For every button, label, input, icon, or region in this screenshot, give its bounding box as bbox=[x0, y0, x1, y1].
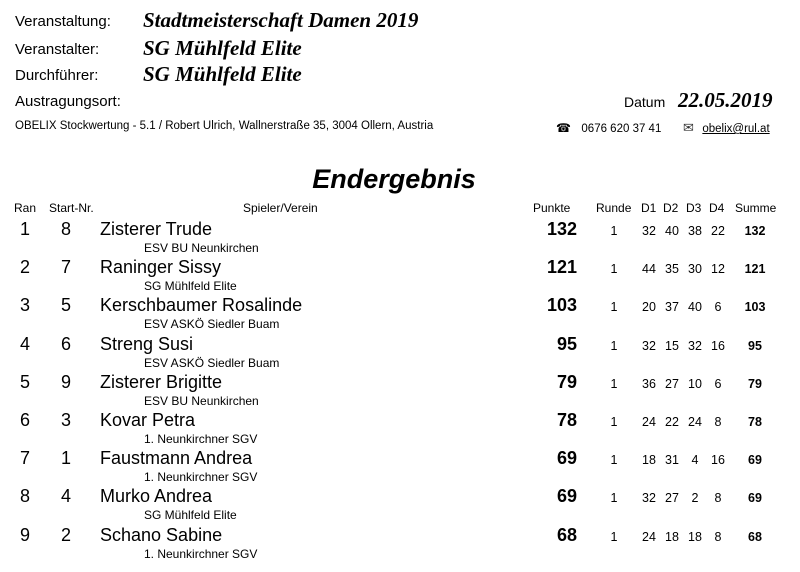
row-player-name: Faustmann Andrea bbox=[100, 448, 253, 469]
col-player: Spieler/Verein bbox=[243, 201, 318, 215]
row-player-name: Zisterer Trude bbox=[100, 219, 213, 239]
row-sum: 132 bbox=[744, 224, 766, 238]
row-d4: 22 bbox=[711, 224, 725, 238]
row-d4: 6 bbox=[714, 376, 722, 391]
row-club: SG Mühlfeld Elite bbox=[144, 508, 237, 523]
row-d1: 18 bbox=[642, 453, 656, 468]
row-d3: 18 bbox=[688, 529, 702, 544]
col-d4: D4 bbox=[709, 201, 725, 215]
date-value: 22.05.2019 bbox=[678, 88, 773, 112]
row-d3: 30 bbox=[688, 262, 702, 277]
row-start-no: 1 bbox=[60, 448, 71, 469]
row-d2: 37 bbox=[665, 300, 679, 315]
row-rank: 6 bbox=[19, 410, 30, 430]
row-points: 69 bbox=[556, 486, 577, 507]
col-start-no: Start-Nr. bbox=[49, 201, 94, 215]
row-player-name: Kovar Petra bbox=[100, 410, 196, 430]
row-round: 1 bbox=[610, 338, 618, 353]
row-start-no: 3 bbox=[60, 410, 71, 430]
row-d4: 16 bbox=[711, 453, 725, 468]
row-d4: 12 bbox=[711, 262, 725, 277]
row-start-no: 2 bbox=[60, 524, 71, 545]
row-round: 1 bbox=[610, 529, 618, 544]
row-round: 1 bbox=[610, 224, 618, 238]
row-d2: 27 bbox=[665, 376, 679, 391]
row-d1: 32 bbox=[642, 224, 656, 238]
row-club: ESV BU Neunkirchen bbox=[144, 393, 259, 408]
row-round: 1 bbox=[610, 376, 618, 391]
row-rank: 7 bbox=[19, 448, 30, 469]
row-club: 1. Neunkirchner SGV bbox=[144, 432, 258, 446]
row-sum: 69 bbox=[748, 453, 762, 468]
row-d1: 36 bbox=[642, 376, 656, 391]
row-club: 1. Neunkirchner SGV bbox=[144, 470, 258, 485]
row-rank: 3 bbox=[19, 295, 30, 316]
row-d1: 44 bbox=[642, 262, 656, 277]
row-rank: 9 bbox=[19, 524, 30, 545]
row-d3: 40 bbox=[688, 300, 702, 315]
row-d4: 6 bbox=[714, 300, 722, 315]
row-sum: 121 bbox=[744, 262, 766, 277]
row-points: 69 bbox=[556, 448, 577, 469]
event-label: Veranstaltung: bbox=[15, 13, 111, 30]
row-d2: 31 bbox=[665, 453, 679, 468]
row-sum: 95 bbox=[748, 338, 762, 353]
row-d2: 40 bbox=[665, 224, 679, 238]
row-rank: 8 bbox=[19, 486, 30, 507]
row-club: SG Mühlfeld Elite bbox=[144, 279, 237, 294]
row-player-name: Streng Susi bbox=[100, 333, 194, 354]
row-player-name: Schano Sabine bbox=[100, 524, 223, 545]
row-start-no: 6 bbox=[60, 333, 71, 354]
row-sum: 79 bbox=[748, 376, 762, 391]
phone-icon: ☎ bbox=[556, 121, 571, 135]
row-rank: 2 bbox=[19, 257, 30, 278]
executor-value: SG Mühlfeld Elite bbox=[143, 62, 302, 86]
row-d2: 35 bbox=[665, 262, 679, 277]
row-d2: 27 bbox=[665, 491, 679, 506]
col-sum: Summe bbox=[735, 201, 777, 215]
organizer-label: Veranstalter: bbox=[15, 41, 100, 58]
row-start-no: 7 bbox=[60, 257, 71, 278]
col-d3: D3 bbox=[686, 201, 702, 215]
row-rank: 1 bbox=[19, 219, 30, 239]
col-points: Punkte bbox=[533, 201, 571, 215]
row-d3: 38 bbox=[688, 224, 702, 238]
row-round: 1 bbox=[610, 491, 618, 506]
row-d4: 8 bbox=[714, 415, 722, 429]
row-club: ESV ASKÖ Siedler Buam bbox=[144, 317, 280, 332]
row-club: ESV BU Neunkirchen bbox=[144, 241, 259, 255]
event-value: Stadtmeisterschaft Damen 2019 bbox=[143, 8, 419, 32]
row-points: 121 bbox=[546, 257, 577, 278]
row-d3: 10 bbox=[688, 376, 702, 391]
executor-label: Durchführer: bbox=[15, 67, 99, 84]
row-d4: 8 bbox=[714, 529, 722, 544]
email-block bbox=[683, 119, 770, 137]
date-label: Datum bbox=[624, 94, 666, 110]
row-player-name: Zisterer Brigitte bbox=[100, 371, 223, 392]
row-start-no: 5 bbox=[60, 295, 71, 316]
row-d3: 4 bbox=[691, 453, 699, 468]
row-player-name: Raninger Sissy bbox=[100, 257, 222, 278]
row-d1: 20 bbox=[642, 300, 656, 315]
venue-label: Austragungsort: bbox=[15, 93, 121, 110]
row-d1: 32 bbox=[642, 338, 656, 353]
row-start-no: 9 bbox=[60, 371, 71, 392]
row-d3: 24 bbox=[688, 415, 702, 429]
row-rank: 5 bbox=[19, 371, 30, 392]
row-d1: 32 bbox=[642, 491, 656, 506]
email-link[interactable]: obelix@rul.at bbox=[702, 123, 770, 135]
row-d2: 15 bbox=[665, 338, 679, 353]
row-round: 1 bbox=[610, 415, 618, 429]
row-d3: 32 bbox=[688, 338, 702, 353]
row-d1: 24 bbox=[642, 529, 656, 544]
col-rank: Ran bbox=[14, 201, 37, 215]
col-d1: D1 bbox=[641, 201, 657, 215]
col-round: Runde bbox=[596, 201, 632, 215]
software-line: OBELIX Stockwertung - 5.1 / Robert Ulrich, Wallnerstraße 35, 3004 Ollern, Austria bbox=[15, 120, 434, 132]
row-rank: 4 bbox=[19, 333, 30, 354]
row-d4: 8 bbox=[714, 491, 722, 506]
row-sum: 69 bbox=[748, 491, 762, 506]
row-player-name: Kerschbaumer Rosalinde bbox=[100, 295, 303, 316]
row-d2: 22 bbox=[665, 415, 679, 429]
phone-number: 0676 620 37 41 bbox=[581, 123, 662, 135]
mail-icon: ✉ bbox=[683, 120, 694, 135]
phone-block bbox=[556, 119, 661, 137]
row-club: ESV ASKÖ Siedler Buam bbox=[144, 355, 280, 370]
row-points: 79 bbox=[556, 371, 577, 392]
row-points: 78 bbox=[556, 410, 577, 430]
row-round: 1 bbox=[610, 453, 618, 468]
page-title: Endergebnis bbox=[312, 164, 476, 194]
row-points: 95 bbox=[556, 333, 577, 354]
row-d4: 16 bbox=[711, 338, 725, 353]
row-start-no: 4 bbox=[60, 486, 71, 507]
row-sum: 78 bbox=[748, 415, 762, 429]
row-round: 1 bbox=[610, 300, 618, 315]
row-sum: 103 bbox=[744, 300, 766, 315]
row-points: 68 bbox=[556, 524, 577, 545]
row-sum: 68 bbox=[748, 529, 762, 544]
row-start-no: 8 bbox=[60, 219, 71, 239]
row-club: 1. Neunkirchner SGV bbox=[144, 546, 258, 561]
row-d3: 2 bbox=[691, 491, 699, 506]
col-d2: D2 bbox=[663, 201, 679, 215]
row-d1: 24 bbox=[642, 415, 656, 429]
row-round: 1 bbox=[610, 262, 618, 277]
row-points: 132 bbox=[546, 219, 577, 239]
organizer-value: SG Mühlfeld Elite bbox=[143, 36, 302, 60]
row-points: 103 bbox=[546, 295, 577, 316]
row-player-name: Murko Andrea bbox=[100, 486, 213, 507]
row-d2: 18 bbox=[665, 529, 679, 544]
